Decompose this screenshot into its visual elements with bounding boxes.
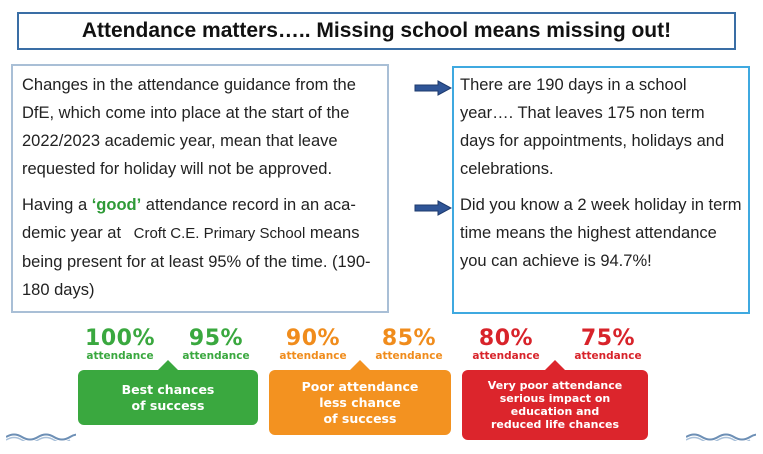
stat-percent: 95% <box>188 326 244 351</box>
stat-label: attendance <box>86 350 154 362</box>
band-poor-attendance <box>269 370 451 435</box>
stat-90 <box>272 328 354 363</box>
stat-label: attendance <box>182 350 250 362</box>
band-line: reduced life chances <box>490 418 620 431</box>
stat-75 <box>566 328 650 363</box>
band-best-chances <box>78 370 258 425</box>
good-attendance-paragraph <box>22 191 378 304</box>
stat-label: attendance <box>375 350 443 362</box>
wave-decoration-icon <box>686 431 756 441</box>
band-very-poor-attendance <box>462 370 648 440</box>
facts-panel <box>452 66 750 314</box>
holiday-impact-fact: Did you know a 2 week holiday in term time means the highest attendance you can achieve is 94.7%! <box>460 196 742 270</box>
band-line: of success <box>131 397 205 413</box>
stat-label: attendance <box>279 350 347 362</box>
band-line: education and <box>510 405 600 418</box>
school-days-fact: There are 190 days in a school year…. That leaves 175 non term days for appointments, holidays and celebrations. <box>460 76 725 178</box>
band-line: of success <box>323 410 397 426</box>
stat-95 <box>175 328 257 363</box>
arrow-right-icon <box>414 80 452 96</box>
stat-percent: 85% <box>381 326 437 351</box>
band-line: Poor attendance <box>301 378 419 394</box>
stat-85 <box>368 328 450 363</box>
stat-100 <box>80 328 160 363</box>
good-text-after: means being present for at least 95% of the time. (190-180 days) <box>22 224 371 299</box>
school-name: Croft C.E. Primary School <box>133 225 306 242</box>
good-text-mid: attendance record in an aca-demic year at <box>22 196 356 242</box>
stat-percent: 80% <box>478 326 534 351</box>
stat-percent: 100% <box>85 326 155 351</box>
stat-percent: 90% <box>285 326 341 351</box>
stat-percent: 75% <box>580 326 636 351</box>
stat-label: attendance <box>574 350 642 362</box>
guidance-panel <box>11 64 389 313</box>
arrow-right-icon <box>414 200 452 216</box>
stat-80 <box>464 328 548 363</box>
band-line: Very poor attendance <box>487 379 623 392</box>
good-text-before: Having a <box>22 196 92 214</box>
guidance-paragraph: Changes in the attendance guidance from the DfE, which come into place at the start of the 2022/2023 academic year, mean that leave requested for holiday will not be approved. <box>22 76 356 178</box>
title-banner <box>17 12 736 50</box>
stat-label: attendance <box>472 350 540 362</box>
band-line: less chance <box>319 394 401 410</box>
band-line: serious impact on <box>499 392 611 405</box>
good-highlight: ‘good’ <box>91 196 142 214</box>
band-line: Best chances <box>121 381 215 397</box>
wave-decoration-icon <box>6 431 76 441</box>
page-title: Attendance matters….. Missing school means missing out! <box>81 19 672 42</box>
